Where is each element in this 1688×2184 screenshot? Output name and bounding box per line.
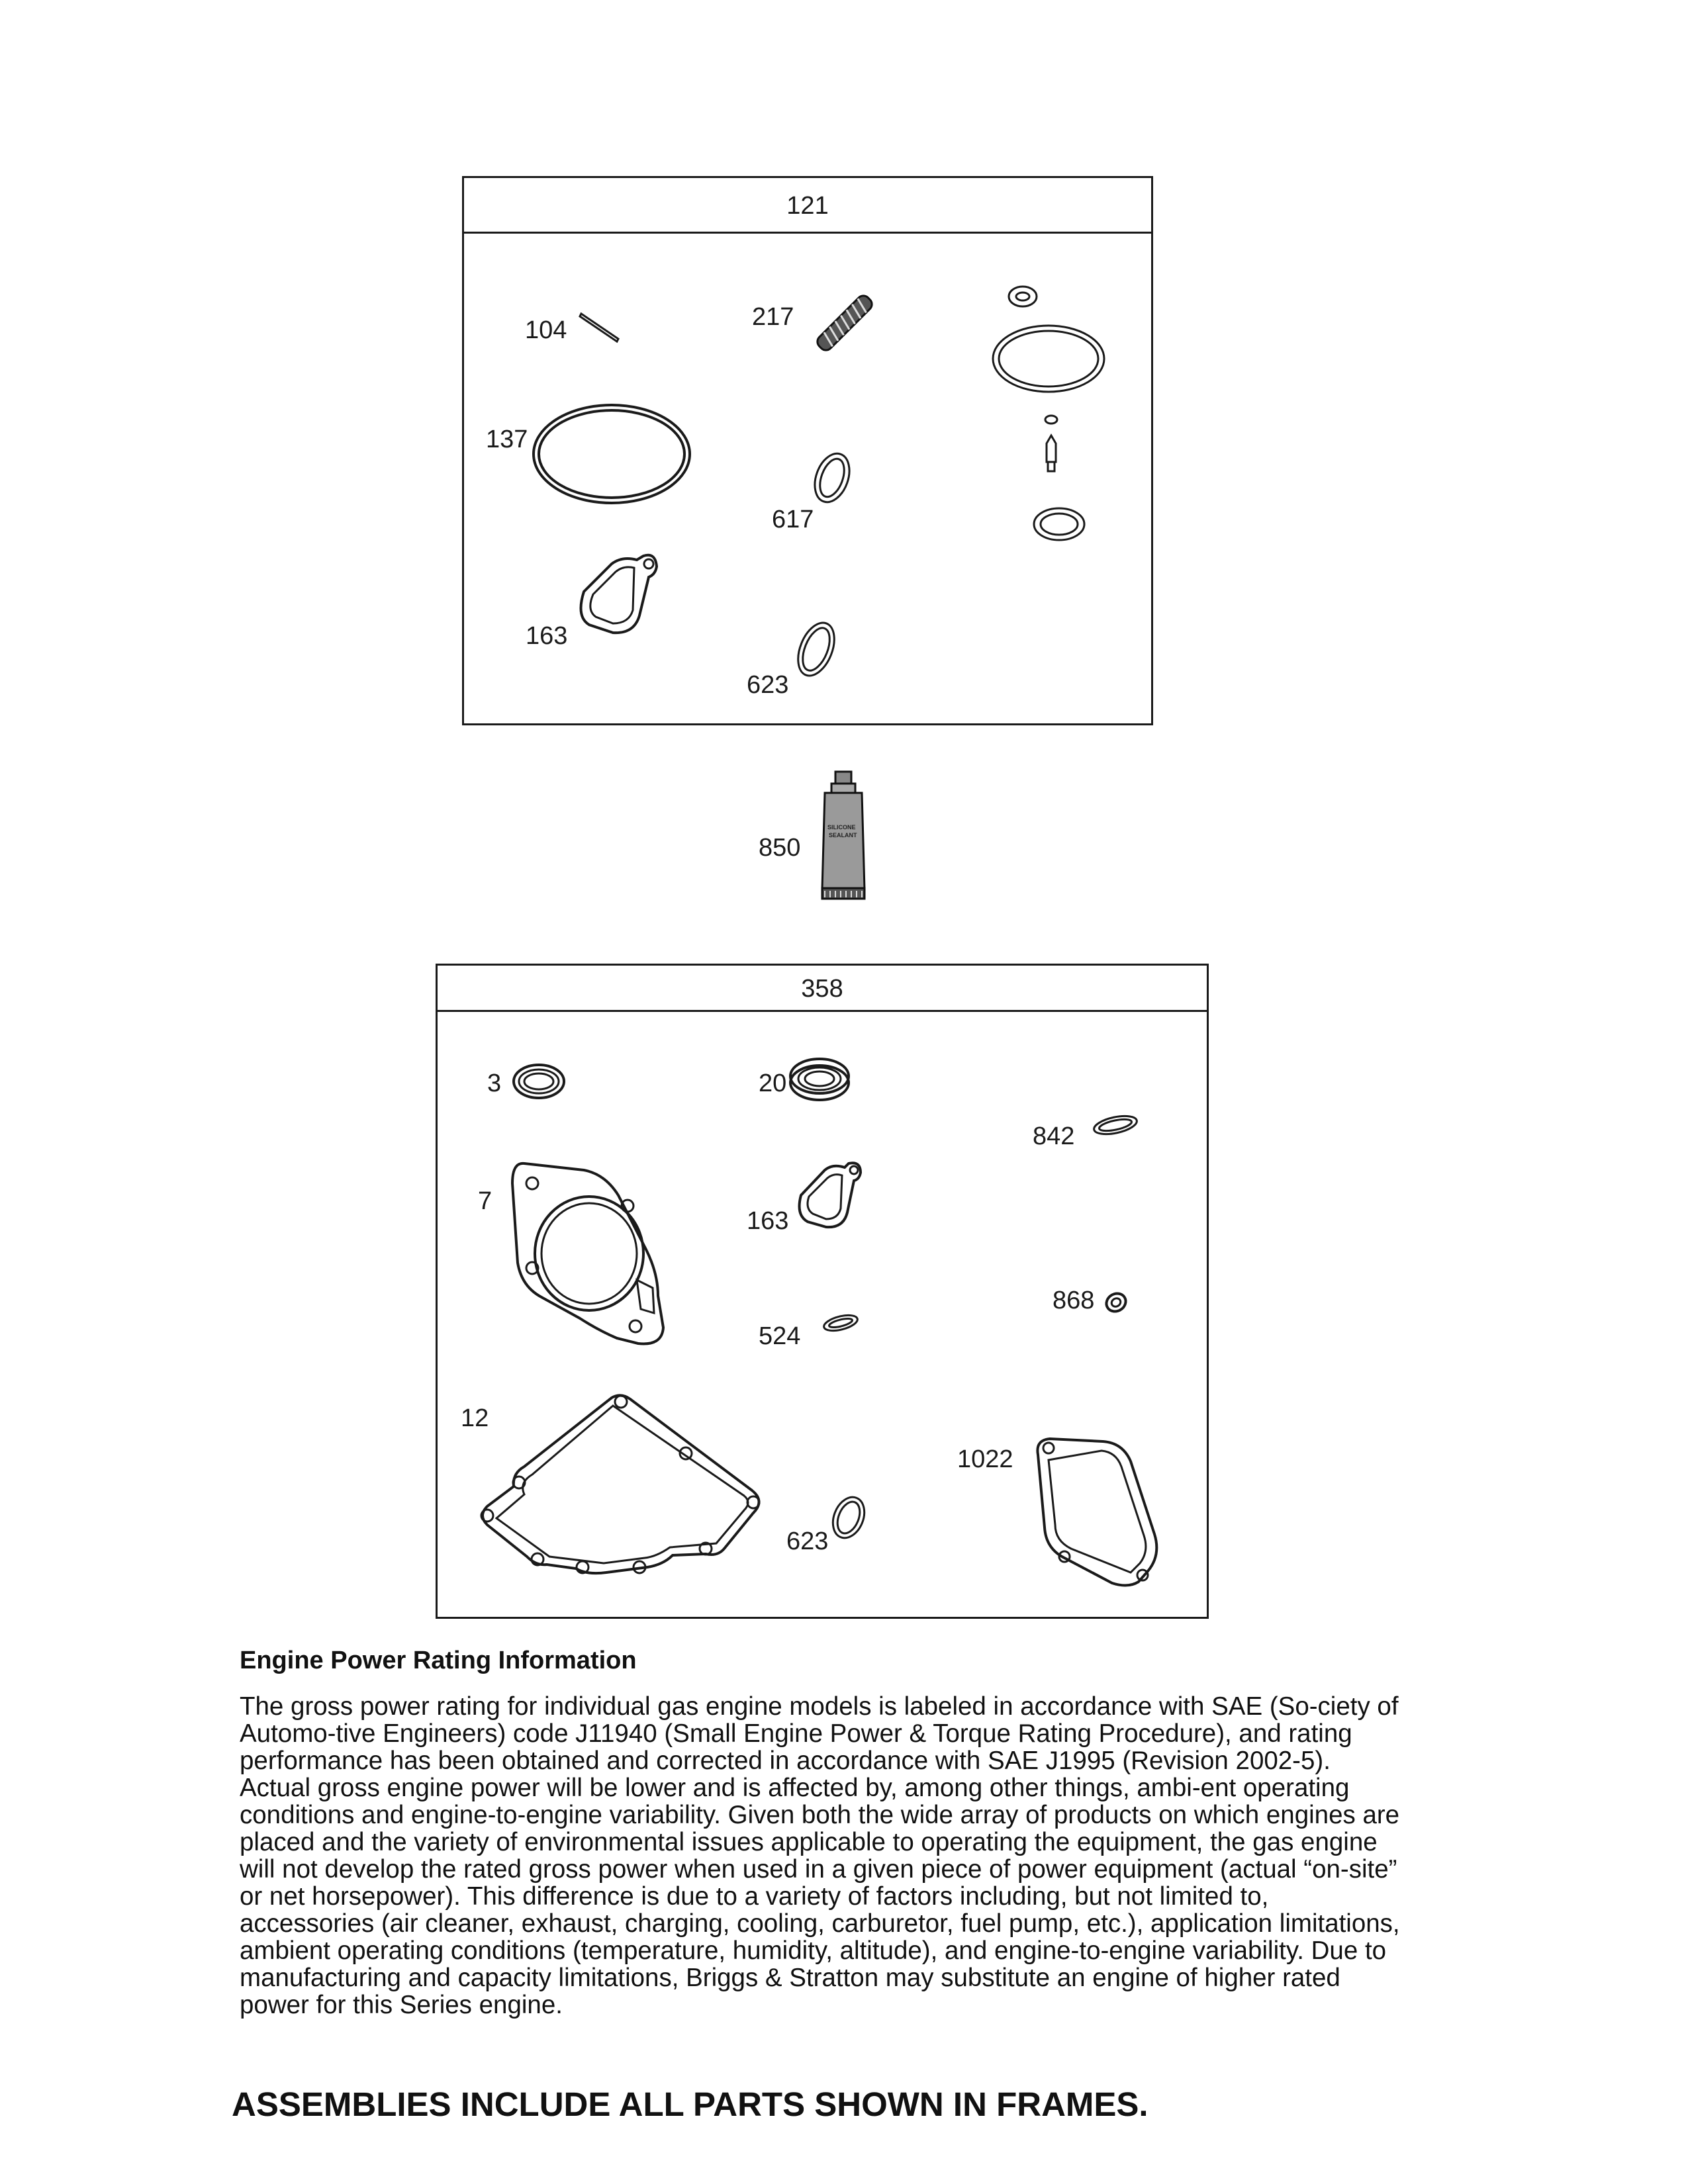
part-label-3: 3 — [487, 1069, 502, 1097]
part-label-137: 137 — [486, 426, 528, 453]
oval-gasket-137-icon — [531, 402, 692, 506]
carburetor-bowl-gasket-icon — [989, 322, 1108, 396]
gasket-1022-icon — [1025, 1428, 1166, 1590]
part-label-163-b: 163 — [747, 1207, 789, 1235]
o-ring-623-icon — [793, 613, 839, 686]
frame-header-358 — [438, 966, 1207, 1012]
part-label-1022: 1022 — [957, 1445, 1013, 1473]
part-label-12: 12 — [461, 1404, 489, 1432]
o-ring-623b-icon — [825, 1489, 872, 1546]
bowl-nut-gasket-icon — [1031, 506, 1087, 543]
oil-seal-20-icon — [786, 1055, 853, 1104]
intake-gasket-163b-icon — [792, 1156, 865, 1235]
part-label-868: 868 — [1053, 1287, 1095, 1314]
gasket-524-icon — [821, 1312, 861, 1334]
part-label-617: 617 — [772, 506, 814, 533]
frame-title: 121 — [786, 192, 829, 220]
part-label-7: 7 — [478, 1187, 492, 1215]
part-label-163: 163 — [526, 622, 568, 650]
part-label-623-b: 623 — [786, 1527, 829, 1555]
tube-print-line-2: SEALANT — [829, 832, 857, 839]
section-heading: Engine Power Rating Information — [240, 1647, 637, 1674]
frame-title: 358 — [801, 975, 843, 1003]
spring-217-icon — [812, 290, 878, 356]
part-label-104: 104 — [525, 316, 567, 344]
seal-868-icon — [1103, 1289, 1129, 1316]
gasket-842-icon — [1091, 1112, 1140, 1138]
part-label-623: 623 — [747, 671, 789, 699]
oil-seal-3-icon — [511, 1062, 567, 1101]
part-label-850: 850 — [759, 834, 801, 862]
head-gasket-7-icon — [506, 1157, 671, 1351]
tube-print-line-1: SILICONE — [827, 824, 856, 831]
small-ring-icon — [1006, 283, 1039, 310]
o-ring-617-icon — [810, 445, 854, 511]
power-rating-paragraph: The gross power rating for individual gas engine models is labeled in accordance with SAE (So-ciety of Automo-tive Engineers) code J11940 (Small Engine Power & Torque Rating Procedure), and rating performance has been obtained and corrected in accordance with SAE J1995 (Revision 2002-5). Actual gross engine power will be lower and is affected by, among other things, ambi-ent operating conditions and engine-to-engine variability. Given both the wide array of products on which engines are placed and the variety of environmental issues applicable to operating the equipment, the gas engine will not develop the rated gross power when used in a given piece of power equipment (actual “on-site” or net horsepower). This difference is due to a variety of factors including, but not limited to, accessories (air cleaner, exhaust, charging, cooling, carburetor, fuel pump, etc.), application limitations, ambient operating conditions (temperature, humidity, altitude), and engine-to-engine variability. Due to manufacturing and capacity limitations, Briggs & Stratton may substitute an engine of higher rated power for this Series engine. — [240, 1692, 1400, 2019]
pin-104-icon — [577, 312, 621, 347]
part-label-524: 524 — [759, 1322, 801, 1350]
assemblies-note: ASSEMBLIES INCLUDE ALL PARTS SHOWN IN FRAMES. — [232, 2085, 1149, 2123]
crankcase-gasket-12-icon — [474, 1390, 793, 1588]
float-needle-icon — [1038, 413, 1064, 479]
part-label-217: 217 — [752, 303, 794, 331]
part-label-842: 842 — [1033, 1122, 1075, 1150]
intake-gasket-163-icon — [571, 544, 663, 643]
part-label-20: 20 — [759, 1069, 787, 1097]
frame-header-121 — [464, 178, 1151, 234]
